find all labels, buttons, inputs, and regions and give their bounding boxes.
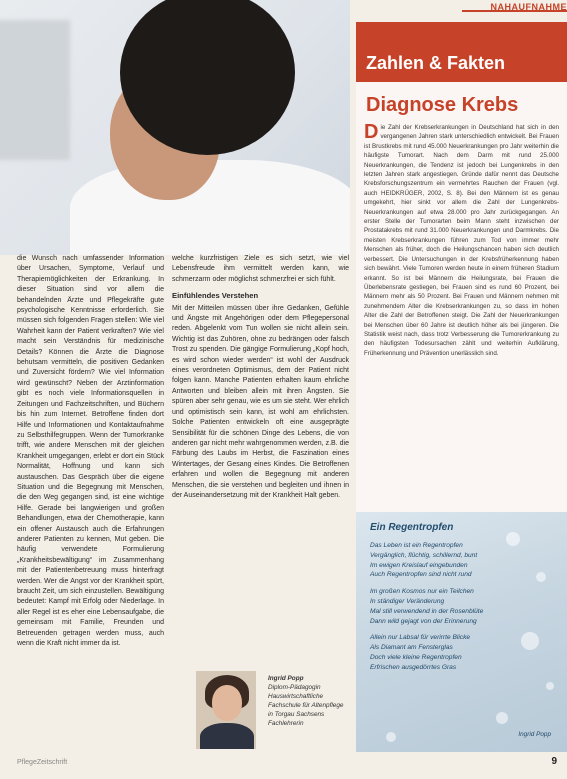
lightbox-screen <box>0 20 70 160</box>
article-paragraph: welche kurzfristigen Ziele es sich setzt, wie viel Lebensfreude ihm vermittelt werden kann, wie schmerzarm oder möglichst schmerzfrei er sich fühlt. <box>172 255 349 283</box>
poem-line: Im ewigen Kreislauf eingebunden <box>370 561 468 569</box>
author-role: Diplom-Pädagogin Hauswirtschaftliche Fachschule für Altenpflege in Torgau Sachsens Fachlehrerin <box>268 684 344 727</box>
article-subheading: Einfühlendes Verstehen <box>172 291 259 301</box>
poem-line: Das Leben ist ein Regentropfen <box>370 542 463 549</box>
page-number: 9 <box>551 756 557 767</box>
author-block <box>188 668 346 760</box>
section-tag: NAHAUFNAHME <box>490 2 567 12</box>
header-photo <box>0 0 350 255</box>
poem-line: Doch viele kleine Regentropfen <box>370 653 462 661</box>
drop-cap: D <box>364 123 379 143</box>
doctor-hair <box>120 0 295 155</box>
poem-title: Ein Regentropfen <box>370 522 454 533</box>
poem-box <box>356 512 567 752</box>
poem-line: Dann wild gejagt von der Erinnerung <box>370 617 477 625</box>
poem-line: In ständiger Veränderung <box>370 597 445 605</box>
poem-stanza <box>356 541 567 580</box>
poem-stanza <box>356 587 567 626</box>
facts-heading: Diagnose Krebs <box>366 94 519 116</box>
article-column-2 <box>172 254 349 654</box>
facts-text: ie Zahl der Krebserkrankungen in Deutschland hat sich in den vergangenen Jahren stark unterschiedlich entwickelt. Bei Frauen ist Brustkrebs mit rund 45.000 Neuerkrankungen pro Jahr weiterhin die häufigste Tumorart. Nach dem Darm mit rund 25.000 Neuerkrankungen, die Tendenz ist jedoch bei Lungenkrebs in den letzten Jahren stark angestiegen. Gründe dafür nennt das Deutsche Krebsforschungszentrum ein vermehrtes Rauchen der Frauen (vgl. auch HEIDKRÜGER, 2002, S. 8). Bei den Männern ist es genau umgekehrt, hier sinkt vor allem die Zahl der Lungenkrebs-Neuerkrankungen auf etwa 28.000 pro Jahr zurückgegangen. An erster Stelle der Tumorarten beim Mann steht inzwischen der Prostatakrebs mit rund 31.000 Neuerkrankungen und Darmkrebs. Die meisten Krebserkrankungen führen zum Tod von immer mehr Menschen als früher, doch die Heilungschancen haben sich deutlich verbessert. Die Untersuchungen in der Krebsfrüherkennung haben sich bewährt. Viele Tumoren werden heute in einem früheren Stadium erkannt. So ist bei Männern die Heilungsrate, bei Frauen die Überlebensrate gestiegen, bei Frauen sind es rund 60 Prozent, bei Männern mehr als 50 Prozent. Bei Frauen und Männern nehmen mit zunehmendem Alter die Krebserkrankungen zu, so dass im hohen Alter die Zahl der Betroffenen steigt. Die Zahl der Neuerkrankungen bei Menschen über 60 Jahre ist deutlich höher als bei jüngeren. Die Statistik weist nach, dass trotz Verbesserung die Tumorerkrankung zu den häufigsten Todesursachen zählt und weiterhin Aufklärung, Früherkennung und Prävention unerlässlich sind. <box>364 124 559 357</box>
poem-line: Als Diamant am Fensterglas <box>370 644 453 652</box>
author-info <box>268 674 344 728</box>
article-paragraph: Mit der Mitteilen müssen über ihre Gedanken, Gefühle und Ängste mit Angehörigen oder dem Pflegepersonal reden. Abgelenkt vom Tun wollen sie nicht allein sein. Wichtig ist das Zuhören, ohne zu bedrängen oder falsch Trost zu spenden. Die gängige Formulierung „Kopf hoch, es wird schon wieder werden“ ist wohl der Ausdruck eines verordneten Optimismus, dem der Patient nicht folgen kann. Manche Patienten erhalten kaum ehrliche Antworten und bleiben allein mit ihren Ängsten. Sie spüren aber sehr genau, wie es um sie steht. Wer ehrlich und optimistisch sein kann, ist wohl am ehrlichsten. Solche Patienten entwickeln oft eine ausgeprägte Sensibilität für die schönen Dinge des Lebens, die von anderen gar nicht mehr wahrgenommen werden, z.B. die Färbung des Laubs im Herbst, die Faszination eines Wintertages, der Gesang eines Kindes. Die Betroffenen erfahren und wollen die Begegnung mit anderen Menschen, die sie verstehen und begleiten und ihnen in der Auseinandersetzung mit der Krankheit Halt geben. <box>172 304 349 499</box>
poem-line: Im großen Kosmos nur ein Teilchen <box>370 588 474 596</box>
poem-line: Vergänglich, flüchtig, schillernd, bunt <box>370 551 478 559</box>
facts-body <box>364 123 559 493</box>
footer-publication: PflegeZeitschrift <box>17 759 68 766</box>
author-name: Ingrid Popp <box>268 675 304 682</box>
author-portrait <box>196 671 256 749</box>
poem-line: Erfrischen ausgedörrtes Gras <box>370 663 457 671</box>
poem-line: Auch Regentropfen sind nicht rund <box>370 571 472 579</box>
facts-box <box>356 22 567 512</box>
poem-line: Allein nur Labsal für verirrte Blicke <box>370 634 471 642</box>
poem-line: Mal still verwendend in der Rosenblüte <box>370 607 484 615</box>
poem-stanza <box>356 633 567 672</box>
poem-signature: Ingrid Popp <box>518 731 551 738</box>
article-column-1: die Wunsch nach umfassender Information über Ursachen, Symptome, Verlauf und Therapiemöglichkeiten der Erkrankung. In dieser Situation sind vor allem die behandelnden Ärzte und Pflegekräfte gute psychologische Kenntnisse erforderlich. Sie müssen sich folgenden Fragen stellen: Wie viel Wahrheit kann der Patient verkraften? Wie viel macht sein Verständnis für medizinische Details? Können die Ärzte die Diagnose behutsam vermitteln, die positiven Gedanken und Zuversicht fördern? Wie viel Information wird gewünscht? Neben der Arztinformation gibt es noch viele Informationsquellen in Zeitungen und Fachzeitschriften, und Büchern bis hin zum Internet. Betroffene finden dort Hilfe und Informationen und Kontaktaufnahme zu Selbsthilfegruppen. Wenn der Tumorkranke trifft, wie andere Menschen mit der gleichen Krankheit umgegangen, erlebt er dort ein Stück Normalität, Hoffnung und kann sich austauschen. Das Gespräch über die eigene Situation und die Begegnung mit Menschen, die den Weg gegangen sind, ist eine wichtige Hilfe. Gerade bei langwierigen und großen Behandlungen, etwa der Chemotherapie, kann ein offener Austausch auch die Erfahrungen anderer Patienten zu kennen, Mut geben. Die häufig verwendete Formulierung „Krankheitsbewältigung“ im Zusammenhang mit der Patientenbetreuung muss hinterfragt werden. Wer die Angst vor der Krankheit spürt, braucht Zeit, um sich einzustellen. Bewältigung bedeutet: Kampf mit Erfolg oder Niederlage. In aller Regel ist es eher eine Lebensaufgabe, die gemeinsam mit Familie, Freunden und Betreuenden getragen werden muss, auch wenn die Kraft nicht immer da ist. <box>17 255 164 648</box>
facts-title: Zahlen & Fakten <box>356 22 567 82</box>
